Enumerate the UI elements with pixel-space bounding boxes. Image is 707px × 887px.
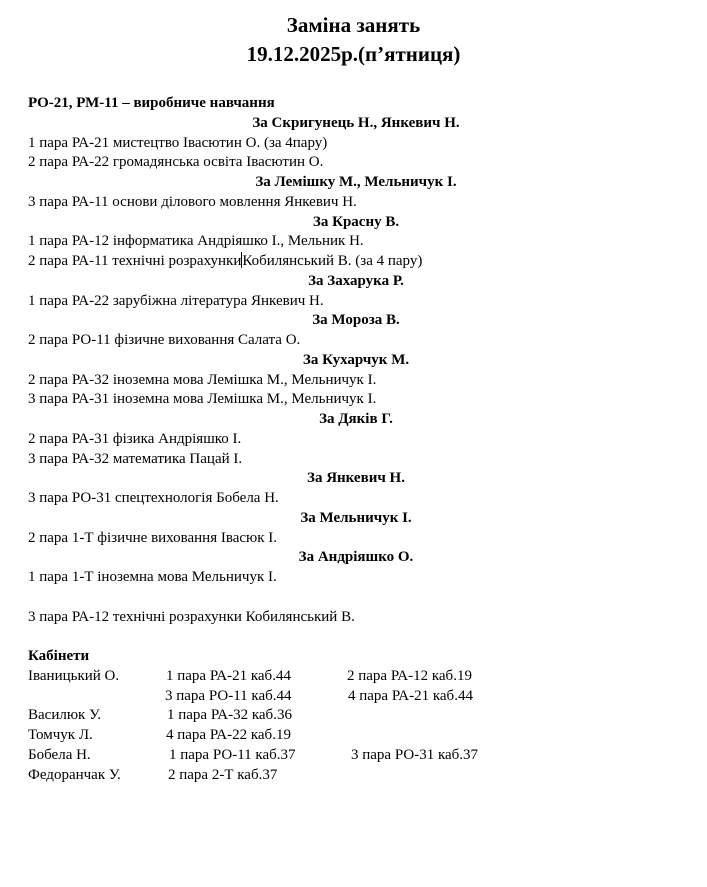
cabinet-entry: 2 пара РА-12 каб.19 [347,667,472,684]
list-item-text: Кобилянський В. (за 4 пару) [242,253,423,269]
cabinet-entry: 1 пара РО-11 каб.37 [169,746,296,763]
list-item: 2 пара РО-11 фізичне виховання Салата О. [28,332,301,348]
section-heading [28,469,688,489]
list-item [28,252,688,272]
list-item: 1 пара РА-22 зарубіжна література Янкевич Н. [28,292,324,309]
section-heading-text: За Мельничук І. [300,509,412,526]
section-heading-text: За Кухарчук М. [302,351,410,368]
cabinet-entry: 2 пара 2-Т каб.37 [168,766,278,783]
spacer [28,627,688,647]
spacer [28,588,688,608]
list-item: 2 пара РА-22 громадянська освіта Івасютин О. [28,154,324,171]
intro-line: РО-21, РМ-11 – виробниче навчання [28,95,275,111]
cabinet-entry: 1 пара РА-21 каб.44 [166,667,291,684]
section-heading [28,272,688,292]
list-item: 3 пара РА-31 іноземна мова Лемішка М., Мельничук І. [28,391,377,408]
section-heading [28,509,688,529]
cabinet-teacher: Василюк У. [28,707,102,724]
document-date: 19.12.2025р.(п’ятниця) [246,42,461,66]
cabinet-teacher: Федоранчак У. [28,766,121,783]
section-heading-text: За Янкевич Н. [307,470,405,487]
list-item: 3 пара РО-31 спецтехнологія Бобела Н. [28,490,279,506]
section-heading [28,173,688,193]
cabinet-entry: 3 пара РО-11 каб.44 [165,687,292,704]
cabinet-entry: 1 пара РА-32 каб.36 [167,707,292,724]
section-heading [28,548,688,568]
section-heading-text: За Скригунець Н., Янкевич Н. [252,114,460,131]
list-item: 2 пара РА-32 іноземна мова Лемішка М., Мельничук І. [28,371,377,388]
cabinets-heading: Кабінети [28,648,90,664]
list-item: 2 пара 1-Т фізичне виховання Івасюк І. [28,529,278,546]
section-heading-text: За Захарука Р. [308,272,404,289]
cabinet-row [28,687,688,707]
cabinet-row [28,766,688,786]
list-item-text: 2 пара РА-11 технічні розрахунки [28,253,242,269]
section-heading-text: За Мороза В. [312,312,400,329]
list-item: 1 пара РА-12 інформатика Андріяшко І., Мельник Н. [28,233,364,250]
cabinet-row [28,746,688,766]
list-item: 2 пара РА-31 фізика Андріяшко І. [28,430,242,447]
list-item: 1 пара РА-21 мистецтво Івасютин О. (за 4пару) [28,134,328,151]
list-item: 1 пара 1-Т іноземна мова Мельничук І. [28,569,277,585]
list-item: 3 пара РА-32 математика Пацай І. [28,450,243,467]
cabinet-teacher: Бобела Н. [28,746,91,763]
section-heading [28,351,688,371]
section-heading-text: За Андріяшко О. [298,549,414,566]
cabinet-teacher: Томчук Л. [28,727,93,743]
cabinet-entry: 4 пара РА-22 каб.19 [166,727,291,743]
section-heading [28,311,688,331]
section-heading-text: За Лемішку М., Мельничук І. [255,174,457,190]
section-heading [28,213,688,233]
section-heading-text: За Дяків Г. [319,411,393,427]
cabinet-row [28,667,688,687]
cabinet-row [28,726,688,746]
section-heading [28,410,688,430]
list-item: 3 пара РА-12 технічні розрахунки Кобилянський В. [28,608,355,625]
section-heading [28,114,688,134]
cabinet-entry: 4 пара РА-21 каб.44 [348,687,473,704]
section-heading-text: За Красну В. [312,213,400,230]
cabinet-teacher: Іваницький О. [28,667,120,684]
cabinet-row [28,706,688,726]
document-title: Заміна занять [286,13,421,37]
document-body [28,94,688,785]
cabinet-entry: 3 пара РО-31 каб.37 [351,746,479,763]
list-item: 3 пара РА-11 основи ділового мовлення Янкевич Н. [28,193,357,210]
